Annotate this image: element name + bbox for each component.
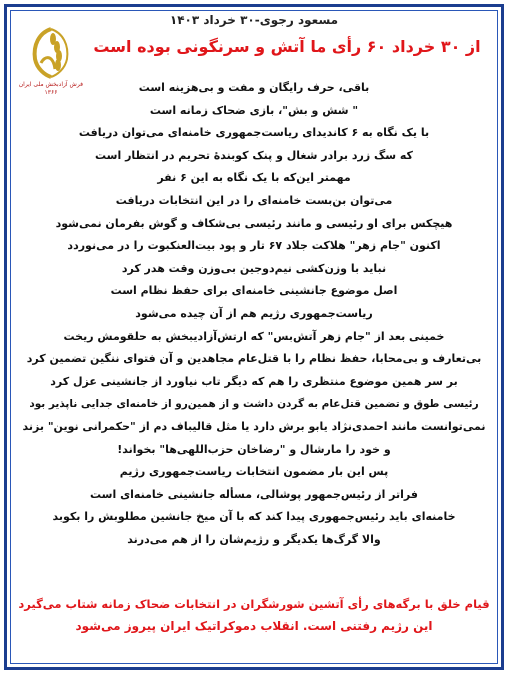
body-line: خمینی بعد از "جام زهر آتش‌بس" که ارتش‌آزادیبخش به حلقومش ریخت <box>63 329 445 343</box>
byline: مسعود رجوی-۳۰ خرداد ۱۴۰۳ <box>169 13 339 27</box>
body-line: فراتر از رئیس‌جمهور پوشالی، مسأله جانشینی خامنه‌ای است <box>90 487 418 501</box>
body-line: بر سر همین موضوع منتظری را هم که دیگر تاب نیاورد از جانشینی عزل کرد <box>50 374 458 388</box>
body-text <box>19 77 489 551</box>
closing-slogan <box>15 593 493 637</box>
body-line: ریاست‌جمهوری رژیم هم از آن چیده می‌شود <box>135 306 373 320</box>
body-line: " شش و بش"، بازی ضحاک زمانه است <box>149 103 359 117</box>
body-line: نباید با وزن‌کشی نیم‌دوجین بی‌وزن وقت هدر کرد <box>121 261 387 275</box>
body-line: که سگ زرد برادر شغال و پنک کوبندهٔ تحریم در انتظار است <box>95 148 413 162</box>
body-line: اصل موضوع جانشینی خامنه‌ای برای حفظ نظام است <box>110 284 398 298</box>
closing-line: قیام خلق با برگه‌های رأی آتشین شورشگران در انتخابات ضحاک زمانه شتاب می‌گیرد <box>18 597 490 611</box>
wheat-emblem-icon <box>29 25 73 81</box>
logo-year: ۱۳۶۶ <box>44 89 58 96</box>
body-line: هیچکس برای او رئیسی و مانند رئیسی بی‌شکاف و گوش بفرمان نمی‌شود <box>55 216 453 230</box>
body-line: می‌توان بن‌بست خامنه‌ای را در این انتخابات دریافت <box>115 193 393 207</box>
body-line: با یک نگاه به ۶ کاندیدای ریاست‌جمهوری خامنه‌ای می‌توان دریافت <box>78 126 430 140</box>
body-line: والا گرگ‌ها یکدیگر و رژیم‌شان را از هم می‌درند <box>127 532 381 546</box>
body-line: باقی، حرف رایگان و مفت و بی‌هزینه است <box>138 81 370 94</box>
body-line: خامنه‌ای باید رئیس‌جمهوری پیدا کند که با آن میخ جانشین مطلوبش را بکوبد <box>52 510 456 524</box>
body-line: نمی‌توانست مانند احمدی‌نژاد یابو برش دارد یا مثل قالیباف دم از "حکمرانی نوین" بزند <box>22 419 486 433</box>
closing-line: این رژیم رفتنی است. انقلاب دموکراتیک ایران پیروز می‌شود <box>75 619 433 633</box>
body-line: رئیسی طوق و تضمین قتل‌عام به گردن داشت و از همین‌رو از خامنه‌ای جدایی ناپذیر بود <box>29 398 479 411</box>
poster-frame <box>4 4 504 670</box>
body-line: مهمتر این‌که با یک نگاه به این ۶ نفر <box>157 171 351 185</box>
body-line: اکنون "جام زهر" هلاکت جلاد ۶۷ تار و پود بیت‌العنکبوت را در می‌نوردد <box>67 239 441 253</box>
body-line: بی‌تعارف و بی‌محابا، حفظ نظام را با قتل‌عام مجاهدین و آن فتوای ننگین تضمین کرد <box>26 352 482 366</box>
logo-caption: فرش آزادبخش ملی ایران <box>18 81 83 88</box>
body-line: پس این بار مضمون انتخابات ریاست‌جمهوری رژیم <box>119 465 389 479</box>
body-line: و خود را مارشال و "رضاخان حزب‌اللهی‌ها" بخواند! <box>117 442 391 456</box>
poster-title: از ۳۰ خرداد ۶۰ رأی ما آتش و سرنگونی بوده است <box>93 37 481 56</box>
